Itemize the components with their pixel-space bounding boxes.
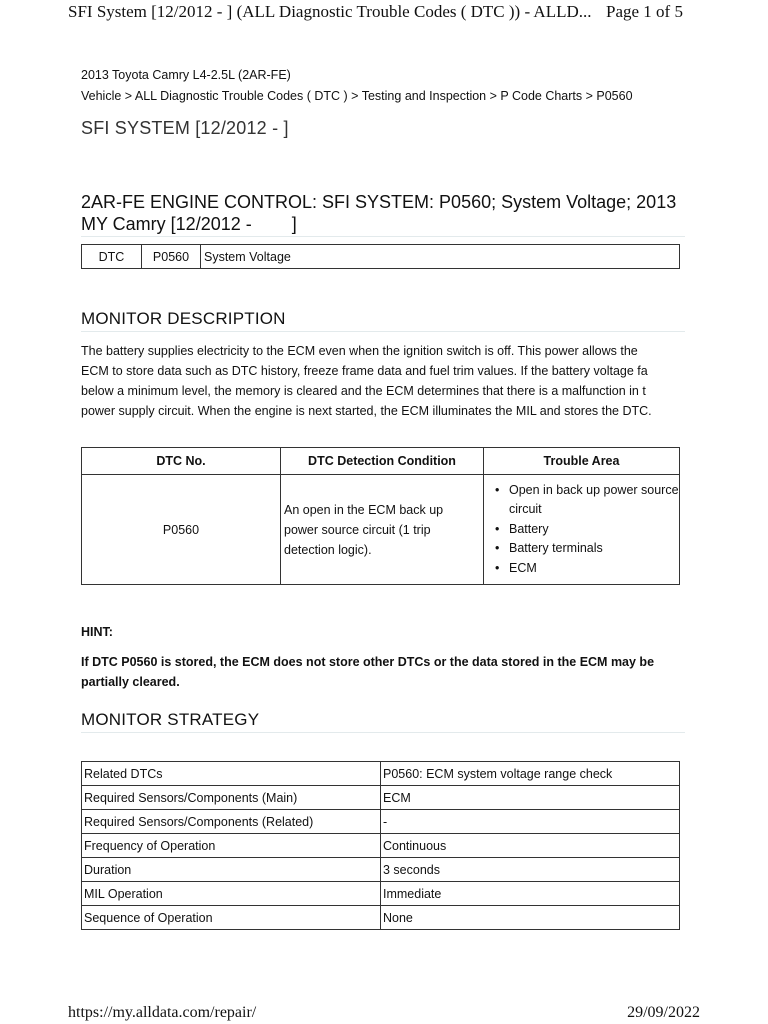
table-row: [82, 245, 680, 269]
monitor-strategy-heading: MONITOR STRATEGY: [81, 710, 685, 733]
page-title: [81, 191, 685, 237]
list-item: • ECM: [495, 559, 679, 579]
print-header-title: SFI System [12/2012 - ] (ALL Diagnostic Trouble Codes ( DTC )) - ALLD...: [68, 2, 592, 21]
header-dtc-no: DTC No.: [82, 448, 281, 475]
list-item: • Battery terminals: [495, 539, 679, 559]
dtc-summary-table: [81, 244, 680, 269]
cell-trouble-area: [484, 475, 680, 585]
dtc-condition-table: [81, 447, 680, 585]
header-trouble-area: Trouble Area: [484, 448, 680, 475]
table-row: [82, 882, 680, 906]
strategy-key: Related DTCs: [82, 762, 381, 786]
table-header-row: [82, 448, 680, 475]
breadcrumb-separator: >: [582, 89, 597, 103]
strategy-value: P0560: ECM system voltage range check: [381, 762, 680, 786]
dtc-label-cell: DTC: [82, 245, 142, 269]
strategy-key: Required Sensors/Components (Main): [82, 786, 381, 810]
breadcrumb-current: P0560: [596, 89, 633, 103]
monitor-description-text: [81, 341, 686, 421]
table-row: [82, 858, 680, 882]
trouble-area-list: [484, 481, 679, 579]
dtc-name-cell: System Voltage: [201, 245, 680, 269]
hint-text: If DTC P0560 is stored, the ECM does not store other DTCs or the data stored in the ECM may be partially cleared.: [81, 655, 655, 689]
monitor-description-heading: MONITOR DESCRIPTION: [81, 309, 685, 332]
dtc-code-cell: P0560: [142, 245, 201, 269]
print-footer-url: https://my.alldata.com/repair/: [68, 1004, 257, 1021]
print-footer-date: 29/09/2022: [627, 1004, 700, 1021]
strategy-key: Duration: [82, 858, 381, 882]
strategy-key: MIL Operation: [82, 882, 381, 906]
breadcrumb-separator: >: [486, 89, 501, 103]
breadcrumb-separator: >: [121, 89, 135, 103]
breadcrumb-all-dtc[interactable]: ALL Diagnostic Trouble Codes ( DTC ): [134, 89, 348, 103]
table-row: [82, 475, 680, 585]
system-title: SFI SYSTEM [12/2012 - ]: [81, 118, 289, 138]
breadcrumb-vehicle[interactable]: Vehicle: [81, 89, 122, 103]
strategy-key: Frequency of Operation: [82, 834, 381, 858]
description-line: ECM to store data such as DTC history, freeze frame data and fuel trim values. If the battery voltage fa: [81, 364, 648, 378]
strategy-value: None: [381, 906, 680, 930]
strategy-key: Required Sensors/Components (Related): [82, 810, 381, 834]
table-row: [82, 810, 680, 834]
description-line: The battery supplies electricity to the ECM even when the ignition switch is off. This power allows the: [81, 344, 638, 358]
strategy-value: -: [381, 810, 680, 834]
description-line: power supply circuit. When the engine is next started, the ECM illuminates the MIL and stores the DTC.: [81, 404, 652, 418]
description-line: below a minimum level, the memory is cleared and the ECM determines that there is a malfunction in t: [81, 384, 646, 398]
breadcrumb-separator: >: [347, 89, 362, 103]
hint-label: HINT:: [81, 625, 113, 639]
list-item: • Battery: [495, 520, 679, 540]
page-title-line-2: MY Camry [12/2012 - ]: [81, 214, 297, 234]
cell-dtc-no: P0560: [82, 475, 281, 585]
breadcrumb-p-code-charts[interactable]: P Code Charts: [500, 89, 583, 103]
header-detection-condition: DTC Detection Condition: [281, 448, 484, 475]
monitor-strategy-table: [81, 761, 680, 930]
cell-detection-condition: An open in the ECM back up power source circuit (1 trip detection logic).: [281, 475, 484, 585]
table-row: [82, 762, 680, 786]
vehicle-label: 2013 Toyota Camry L4-2.5L (2AR-FE): [81, 68, 291, 82]
list-item: • Open in back up power source circuit: [495, 481, 679, 520]
strategy-value: ECM: [381, 786, 680, 810]
strategy-value: 3 seconds: [381, 858, 680, 882]
table-row: [82, 834, 680, 858]
print-header: [68, 2, 683, 22]
print-header-page: Page 1 of 5: [606, 2, 683, 21]
page-title-line-1: 2AR-FE ENGINE CONTROL: SFI SYSTEM: P0560; System Voltage; 2013: [81, 192, 677, 212]
table-row: [82, 906, 680, 930]
strategy-value: Continuous: [381, 834, 680, 858]
breadcrumb: [81, 89, 633, 103]
table-row: [82, 786, 680, 810]
strategy-value: Immediate: [381, 882, 680, 906]
breadcrumb-testing[interactable]: Testing and Inspection: [361, 89, 487, 103]
strategy-key: Sequence of Operation: [82, 906, 381, 930]
